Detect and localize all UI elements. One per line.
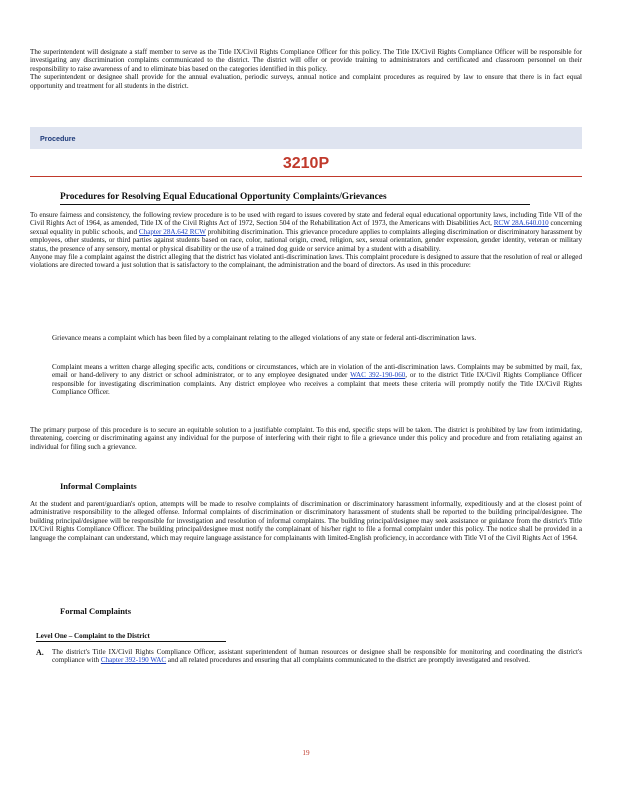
item-a-text-2: and all related procedures and ensuring that all complaints communicated to the district are promptly investigated and resolved. — [166, 656, 530, 665]
chapter-wac-link[interactable]: Chapter 392-190 WAC — [100, 656, 167, 665]
complaint-text-2: , or to the district Title IX/Civil Rights Compliance Officer responsible for investigating discrimination complaints. Any district employee who receives a complaint that meets these criteria will promptly notify the Title IX/Civil Rights Compliance Officer. — [52, 371, 582, 397]
item-a-text — [52, 648, 582, 665]
scope-text-2: concerning sexual equality in public schools, and — [30, 219, 582, 236]
item-a-text-1: The district's Title IX/Civil Rights Compliance Officer, assistant superintendent of human resources or designee shall be responsible for monitoring and coordinating the district's compliance with — [52, 648, 582, 665]
scope-paragraph — [30, 211, 582, 253]
chapter-rcw-link[interactable]: Chapter 28A.642 RCW — [138, 227, 206, 236]
level-one-label: Level One – Complaint to the District — [36, 632, 150, 640]
level-underline — [36, 641, 226, 642]
document-number: 3210P — [282, 155, 330, 172]
complaint-definition-text — [52, 363, 582, 397]
anyone-paragraph: Anyone may file a complaint against the district alleging that the district has violated anti-discrimination laws. This complaint procedure is designed to assure that the resolution of real or alleged violations are directed toward a just solution that is satisfactory to the complainant, the administration and the board of directors. As used in this procedure: — [30, 253, 582, 270]
formal-complaints-heading: Formal Complaints — [60, 606, 132, 616]
heading-underline — [60, 204, 530, 205]
item-a-marker: A. — [36, 648, 44, 657]
purpose-paragraph: The primary purpose of this procedure is to secure an equitable solution to a justifiable complaint. To this end, specific steps will be taken. The district is prohibited by law from intimidating, threatening, coercing or discriminating against any individual for the purpose of interfering with their right to file a grievance under this policy and procedure and from retaliating against an individual for filing such a grievance. — [30, 426, 582, 451]
page-number: 19 — [302, 749, 310, 757]
intro-paragraph-2: The superintendent or designee shall provide for the annual evaluation, periodic surveys, annual notice and complaint procedures as required by law to ensure that there is in fact equal opportunity and treatment for all students in the district. — [30, 73, 582, 90]
item-a — [36, 648, 582, 665]
definition-grievance — [30, 334, 582, 342]
complaint-text-1: Complaint means a written charge alleging specific acts, conditions or circumstances, which are in violation of the anti-discrimination laws. Complaints may be submitted by mail, fax, email or hand-delivery to any district or school administrator, or to any employee designated under — [52, 363, 582, 380]
scope-text-1: To ensure fairness and consistency, the following review procedure is to be used with regard to issues covered by state and federal equal educational opportunity laws, including Title VII of the Civil Rights Act of 1964, as amended, Title IX of the Civil Rights Act of 1972, Section 504 of the Rehabilitation Act of 1973, the Americans with Disabilities Act, — [30, 211, 582, 228]
intro-paragraph-1: The superintendent will designate a staff member to serve as the Title IX/Civil Rights Compliance Officer for this policy. The Title IX/Civil Rights Compliance Officer will be responsible for investigating any discrimination complaints communicated to the district. The district will offer or provide training to administrators and certificated and classroom personnel on their responsibility to raise awareness of and to eliminate bias based on the categories identified in this policy. — [30, 48, 582, 73]
procedure-label: Procedure — [40, 134, 76, 143]
informal-complaints-heading: Informal Complaints — [60, 481, 137, 491]
scope-text-3: prohibiting discrimination. This grievance procedure applies to complaints alleging discrimination or discriminatory harassment by employees, other students, or third parties against students based on race, color, national origin, creed, religion, sex, sexual orientation, gender expression, gender identity, veteran or military status, the presence of any sensory, mental or physical disability or the use of a trained dog guide or service animal by a student with a disability. — [30, 227, 582, 253]
intro-procedure-block — [30, 211, 582, 270]
wac-link[interactable]: WAC 392-190-060 — [350, 371, 406, 380]
procedure-heading: Procedures for Resolving Equal Educational Opportunity Complaints/Grievances — [60, 192, 387, 202]
rcw-link[interactable]: RCW 28A.640.010 — [493, 219, 549, 228]
title-divider — [30, 176, 582, 177]
definition-complaint — [30, 363, 582, 397]
procedure-banner — [30, 127, 582, 149]
informal-block — [30, 500, 582, 542]
informal-paragraph: At the student and parent/guardian's option, attempts will be made to resolve complaints of discrimination or discriminatory harassment informally, expeditiously and at the closest point of administrative responsibility to the alleged offense. Informal complaints of discrimination or discriminatory harassment of students shall be reported to the building principal/designee. The building principal/designee will be responsible for investigation and resolution of informal complaints. The building principal/designee may seek assistance or guidance from the district's Title IX/Civil Rights Compliance Officer. The building principal/designee must notify the complainant of his/her right to file a formal complaint under this policy. The notice shall be provided in a language the complainant can understand, which may require language assistance for complainants with limited-English proficiency, in accordance with Title VI of the Civil Rights Act of 1964. — [30, 500, 582, 542]
intro-section — [30, 48, 582, 90]
purpose-block — [30, 426, 582, 451]
grievance-definition-text: Grievance means a complaint which has been filed by a complainant relating to the alleged violations of any state or federal anti-discrimination laws. — [52, 334, 477, 342]
